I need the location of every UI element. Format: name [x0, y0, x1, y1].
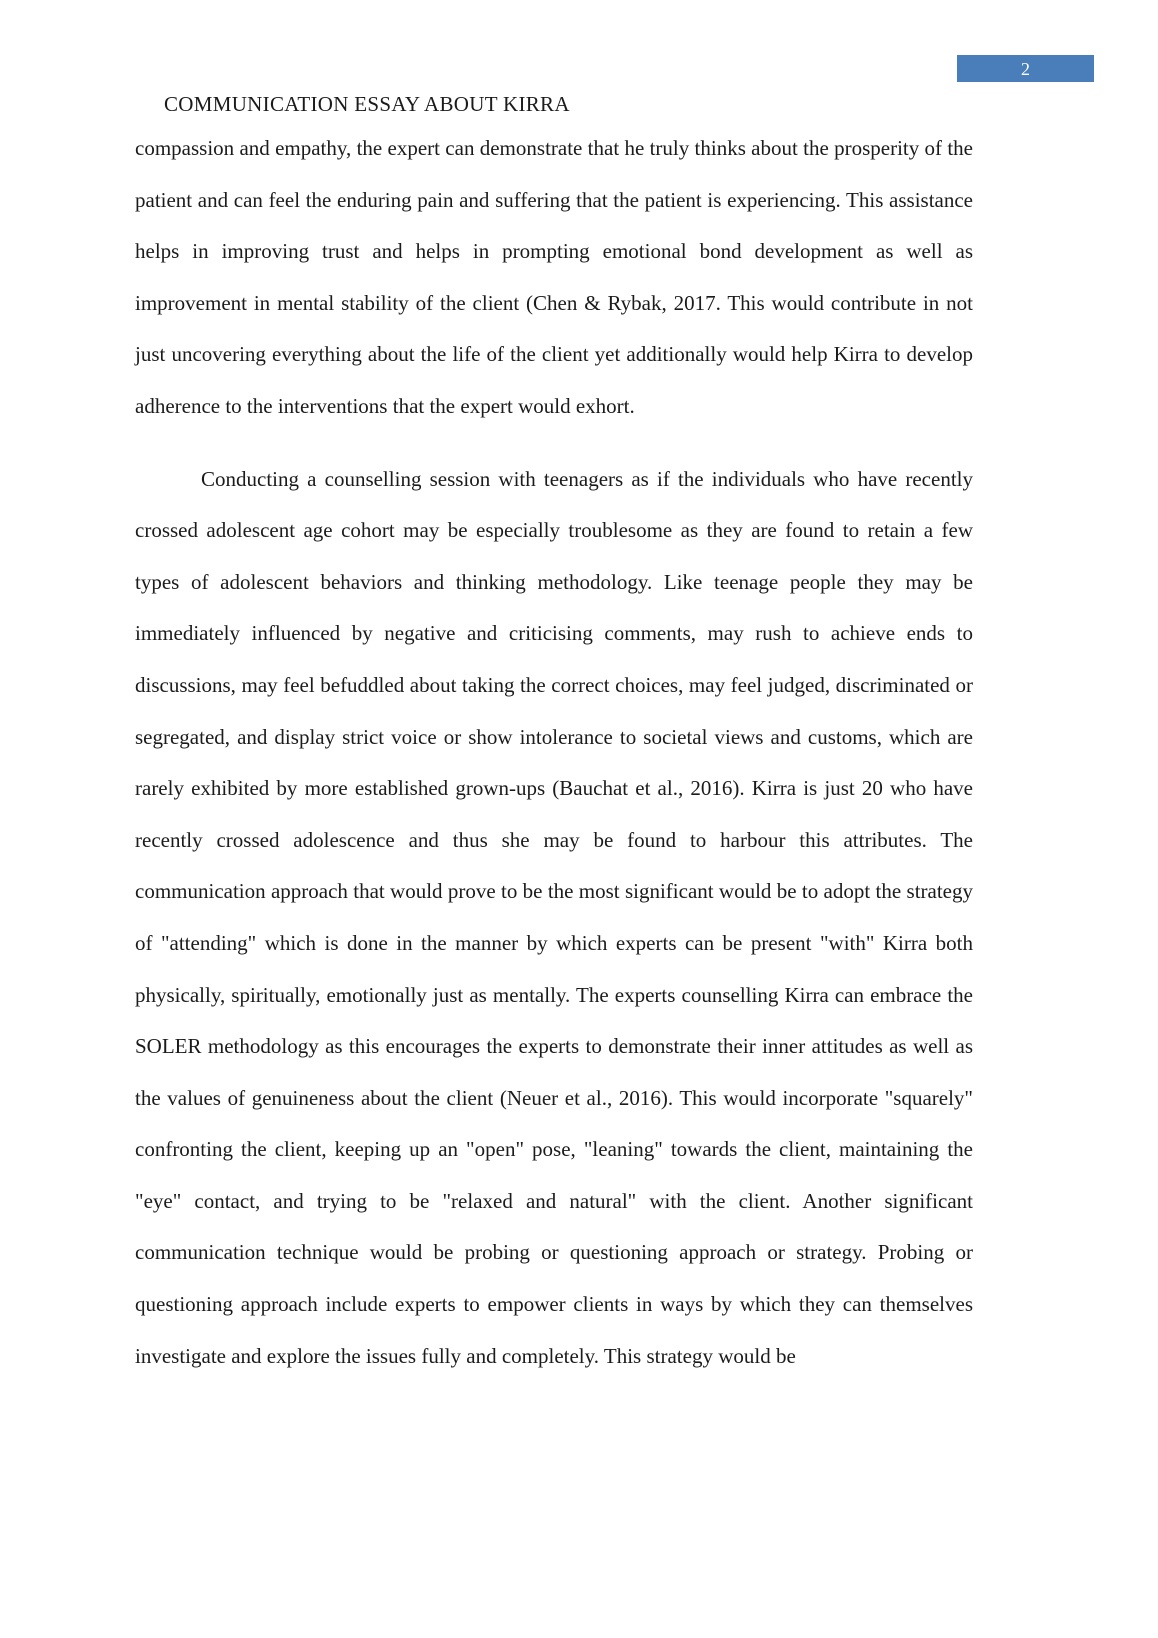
essay-body — [135, 123, 973, 1382]
essay-paragraph-2: Conducting a counselling session with teenagers as if the individuals who have recently crossed adolescent age cohort may be especially troublesome as they are found to retain a few types of adolescent behaviors and thinking methodology. Like teenage people they may be immediately influenced by negative and criticising comments, may rush to achieve ends to discussions, may feel befuddled about taking the correct choices, may feel judged, discriminated or segregated, and display strict voice or show intolerance to societal views and customs, which are rarely exhibited by more established grown-ups (Bauchat et al., 2016). Kirra is just 20 who have recently crossed adolescence and thus she may be found to harbour this attributes. The communication approach that would prove to be the most significant would be to adopt the strategy of "attending" which is done in the manner by which experts can be present "with" Kirra both physically, spiritually, emotionally just as mentally. The experts counselling Kirra can embrace the SOLER methodology as this encourages the experts to demonstrate their inner attitudes as well as the values of genuineness about the client (Neuer et al., 2016). This would incorporate "squarely" confronting the client, keeping up an "open" pose, "leaning" towards the client, maintaining the "eye" contact, and trying to be "relaxed and natural" with the client. Another significant communication technique would be probing or questioning approach or strategy. Probing or questioning approach include experts to empower clients in ways by which they can themselves investigate and explore the issues fully and completely. This strategy would be — [135, 466, 973, 1368]
page-number: 2 — [1021, 58, 1030, 79]
running-head: COMMUNICATION ESSAY ABOUT KIRRA — [164, 92, 570, 116]
page-number-badge — [957, 55, 1094, 82]
essay-paragraph-1: compassion and empathy, the expert can demonstrate that he truly thinks about the prosperity of the patient and can feel the enduring pain and suffering that the patient is experiencing. This assistance helps in improving trust and helps in prompting emotional bond development as well as improvement in mental stability of the client (Chen & Rybak, 2017. This would contribute in not just uncovering everything about the life of the client yet additionally would help Kirra to develop adherence to the interventions that the expert would exhort. — [135, 136, 973, 418]
